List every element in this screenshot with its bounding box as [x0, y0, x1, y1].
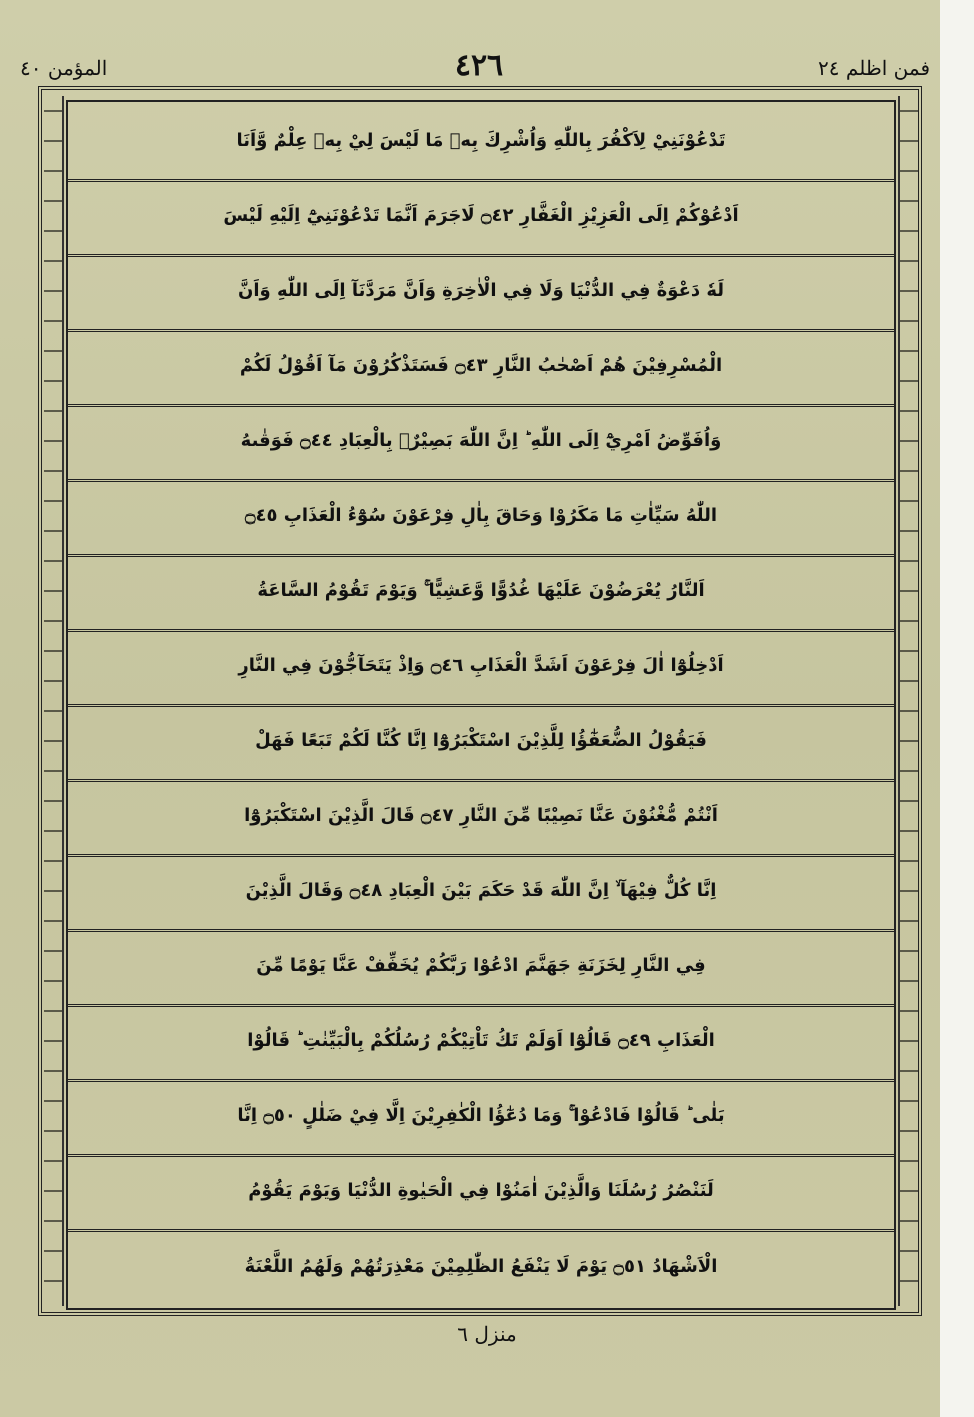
page-number: ٤٢٦ [454, 48, 504, 83]
verse-line-5: وَاُفَوِّضُ اَمْرِيْٓ اِلَى اللّٰهِ ؕ اِنَّ اللّٰهَ بَصِيْرٌۢ بِالْعِبَادِ ۝٤٤ فَوَقٰىهُ [68, 402, 894, 482]
verse-line-14: بَلٰى ؕ قَالُوْا فَادْعُوْا ۚ وَمَا دُعٰٓؤُا الْكٰفِرِيْنَ اِلَّا فِيْ ضَلٰلٍ ۝٥٠ اِنَّا [68, 1077, 894, 1157]
surah-name: المؤمن ٤٠ [20, 56, 108, 80]
juz-name: فمن اظلم ٢٤ [818, 56, 930, 80]
verse-line-9: فَيَقُوْلُ الضُّعَفٰٓؤُا لِلَّذِيْنَ اسْتَكْبَرُوْٓا اِنَّا كُنَّا لَكُمْ تَبَعًا فَهَلْ [68, 702, 894, 782]
verse-line-11: اِنَّا كُلٌّ فِيْهَآ ۙ اِنَّ اللّٰهَ قَدْ حَكَمَ بَيْنَ الْعِبَادِ ۝٤٨ وَقَالَ الَّذِيْنَ [68, 852, 894, 932]
verse-text-box [66, 100, 896, 1310]
verse-line-7: اَلنَّارُ يُعْرَضُوْنَ عَلَيْهَا غُدُوًّا وَّعَشِيًّا ۚ وَيَوْمَ تَقُوْمُ السَّاعَةُ [68, 552, 894, 632]
page-edge [940, 0, 974, 1417]
verse-line-4: الْمُسْرِفِيْنَ هُمْ اَصْحٰبُ النَّارِ ۝٤٣ فَسَتَذْكُرُوْنَ مَآ اَقُوْلُ لَكُمْ [68, 327, 894, 407]
verse-line-2: اَدْعُوْكُمْ اِلَى الْعَزِيْزِ الْغَفَّارِ ۝٤٢ لَاجَرَمَ اَنَّمَا تَدْعُوْنَنِيْٓ اِلَيْهِ لَيْسَ [68, 177, 894, 257]
ornamental-border-right [898, 96, 918, 1306]
verse-line-6: اللّٰهُ سَيِّاٰتِ مَا مَكَرُوْا وَحَاقَ بِاٰلِ فِرْعَوْنَ سُوْٓءُ الْعَذَابِ ۝٤٥ [68, 477, 894, 557]
verse-line-1: تَدْعُوْنَنِيْ لِاَكْفُرَ بِاللّٰهِ وَاُشْرِكَ بِهٖ مَا لَيْسَ لِيْ بِهٖ عِلْمٌ وَّاَنَا [68, 102, 894, 182]
ornamental-border-left [44, 96, 64, 1306]
verse-line-3: لَهٗ دَعْوَةٌ فِي الدُّنْيَا وَلَا فِي الْاٰخِرَةِ وَاَنَّ مَرَدَّنَآ اِلَى اللّٰهِ وَاَنَّ [68, 252, 894, 332]
verse-line-16: الْاَشْهَادُ ۝٥١ يَوْمَ لَا يَنْفَعُ الظّٰلِمِيْنَ مَعْذِرَتُهُمْ وَلَهُمُ اللَّعْنَةُ [244, 1256, 718, 1277]
manzil-footer: منزل ٦ [457, 1322, 517, 1346]
verse-line-10: اَنْتُمْ مُّغْنُوْنَ عَنَّا نَصِيْبًا مِّنَ النَّارِ ۝٤٧ قَالَ الَّذِيْنَ اسْتَكْبَرُوْٓا [68, 777, 894, 857]
verse-line-12: فِي النَّارِ لِخَزَنَةِ جَهَنَّمَ ادْعُوْا رَبَّكُمْ يُخَفِّفْ عَنَّا يَوْمًا مِّنَ [68, 927, 894, 1007]
verse-line-8: اَدْخِلُوْٓا اٰلَ فِرْعَوْنَ اَشَدَّ الْعَذَابِ ۝٤٦ وَاِذْ يَتَحَآجُّوْنَ فِي النَّارِ [68, 627, 894, 707]
page-header [14, 48, 944, 84]
verse-line-13: الْعَذَابِ ۝٤٩ قَالُوْٓا اَوَلَمْ تَكُ تَاْتِيْكُمْ رُسُلُكُمْ بِالْبَيِّنٰتِ ؕ قَالُوْا [68, 1002, 894, 1082]
verse-line-15: لَنَنْصُرُ رُسُلَنَا وَالَّذِيْنَ اٰمَنُوْا فِي الْحَيٰوةِ الدُّنْيَا وَيَوْمَ يَقُوْمُ [68, 1152, 894, 1232]
